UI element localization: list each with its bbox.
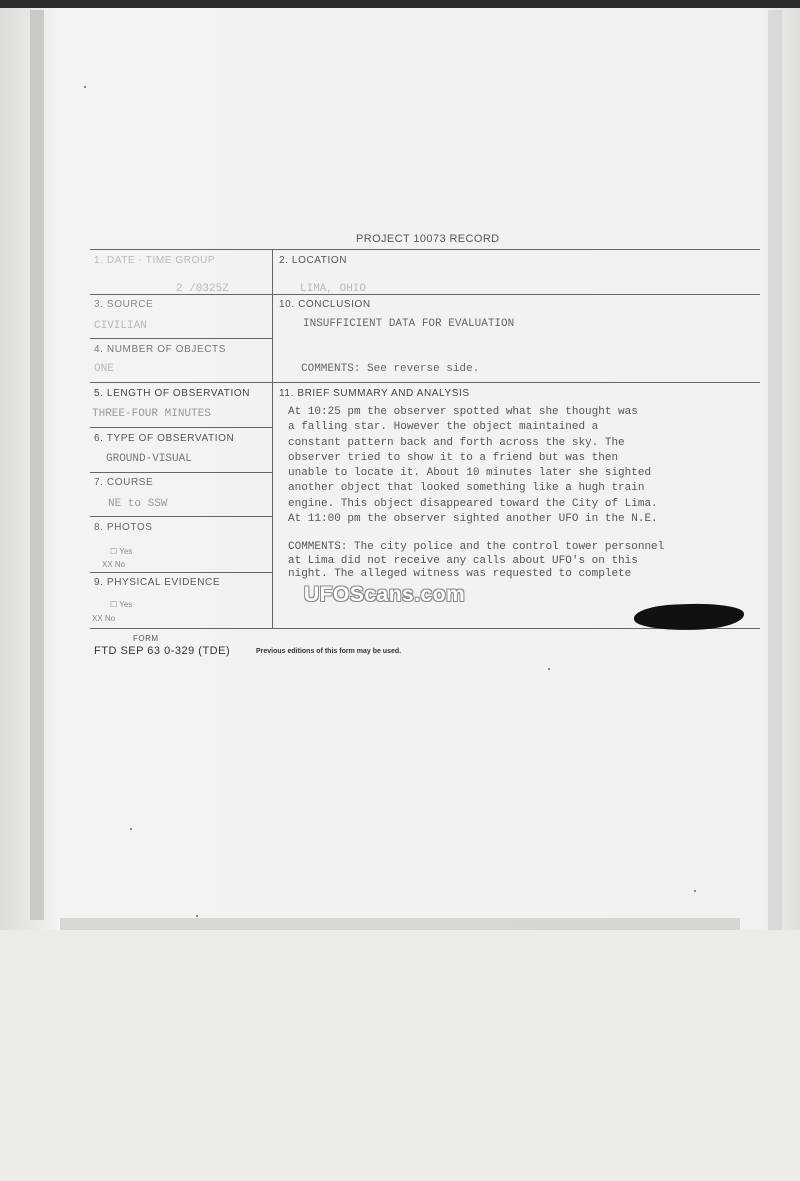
footer-note: Previous editions of this form may be used. [256,648,402,655]
comments-line: at Lima did not receive any calls about UFO's on this [288,554,638,567]
length-label: 5. LENGTH OF OBSERVATION [94,388,251,399]
location-value: LIMA, OHIO [300,283,367,295]
summary-label: 11. BRIEF SUMMARY AND ANALYSIS [279,388,470,399]
table-top-border [90,249,760,250]
number-of-objects-value: ONE [94,363,114,375]
conclusion-value: INSUFFICIENT DATA FOR EVALUATION [303,318,515,330]
conclusion-comments: COMMENTS: See reverse side. [301,363,480,375]
column-divider [272,249,273,629]
physical-evidence-label: 9. PHYSICAL EVIDENCE [94,577,221,588]
photos-no-checkbox: XX No [102,560,126,569]
row-divider [90,572,272,573]
summary-comments [288,541,738,582]
record-title: PROJECT 10073 RECORD [356,233,500,245]
date-time-label: 1. DATE - TIME GROUP [94,255,216,266]
lower-page [0,930,800,1181]
scan-right-shadow [768,10,782,945]
scan-speck [130,828,132,830]
footer-form-id: FTD SEP 63 0-329 (TDE) [94,645,231,657]
source-value: CIVILIAN [94,320,147,332]
scan-speck [694,890,696,892]
scan-speck [84,86,86,88]
summary-line: a falling star. However the object maintained a [288,421,599,434]
summary-line: At 11:00 pm the observer sighted another UFO in the N.E. [288,513,658,526]
summary-line: unable to locate it. About 10 minutes later she sighted [288,467,652,480]
scan-speck [548,668,550,670]
date-time-value: 2 /0325Z [176,283,229,295]
row-divider [90,472,272,473]
photos-yes-checkbox: ☐ Yes [110,547,133,556]
summary-line: another object that looked something like a hugh train [288,482,645,495]
footer-form-word: FORM [133,634,159,643]
conclusion-label: 10. CONCLUSION [279,299,371,310]
physical-yes-checkbox: ☐ Yes [110,600,133,609]
location-label: 2. LOCATION [279,255,348,266]
row-divider [90,338,272,339]
summary-line: At 10:25 pm the observer spotted what she thought was [288,406,638,418]
type-value: GROUND-VISUAL [106,453,192,465]
physical-no-checkbox: XX No [92,614,116,623]
source-label: 3. SOURCE [94,299,154,310]
scan-left-shadow [30,10,44,920]
row-divider [90,382,760,383]
row-divider [90,516,272,517]
watermark: UFOScans.com [304,583,466,606]
comments-line: night. The alleged witness was requested to complete [288,568,632,580]
scan-top-edge [0,0,800,8]
length-value: THREE-FOUR MINUTES [92,408,211,420]
number-of-objects-label: 4. NUMBER OF OBJECTS [94,344,227,355]
scan-speck [196,915,198,917]
course-label: 7. COURSE [94,477,154,488]
photos-label: 8. PHOTOS [94,522,153,533]
summary-text [288,405,738,527]
type-label: 6. TYPE OF OBSERVATION [94,433,235,444]
summary-line: engine. This object disappeared toward the City of Lima. [288,497,658,510]
course-value: NE to SSW [108,498,168,510]
summary-line: constant pattern back and forth across the sky. The [288,436,625,449]
comments-line: COMMENTS: The city police and the control tower personnel [288,541,665,553]
row-divider [90,427,272,428]
summary-line: observer tried to show it to a friend but was then [288,451,619,464]
